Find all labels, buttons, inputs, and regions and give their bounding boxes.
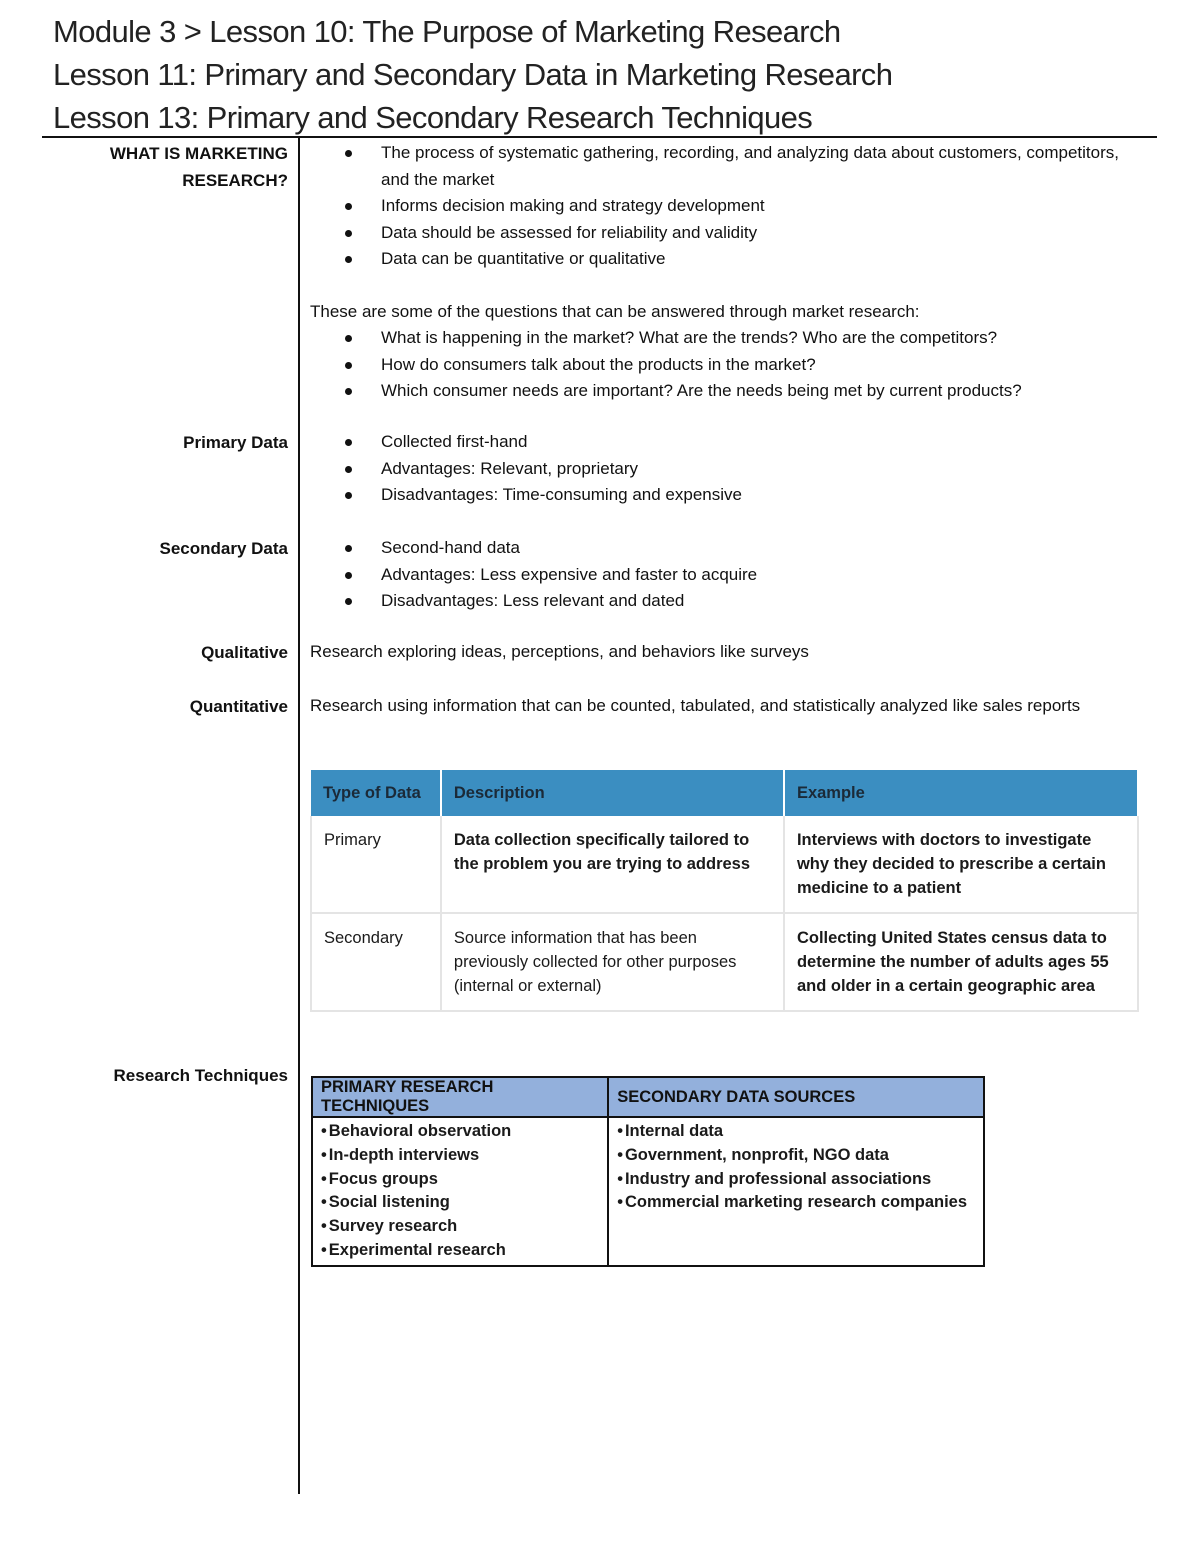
list-item: Informs decision making and strategy development	[310, 193, 1150, 220]
quantitative-text: Research using information that can be counted, tabulated, and statistically analyzed like sales reports	[310, 696, 1081, 715]
table-row	[311, 816, 1138, 913]
list-item: • In-depth interviews	[321, 1144, 599, 1168]
section-what-is-content	[310, 140, 1150, 405]
list-item: • Experimental research	[321, 1239, 599, 1263]
list-item: • Focus groups	[321, 1168, 599, 1192]
list-item: Data can be quantitative or qualitative	[310, 246, 1150, 273]
secondary-bullet-list	[310, 535, 1150, 615]
list-item: • Industry and professional associations	[617, 1168, 975, 1192]
label-line: RESEARCH?	[182, 171, 288, 190]
section-primary-content	[310, 429, 1150, 509]
table-cell: Primary	[311, 816, 441, 913]
table-cell: Data collection specifically tailored to the problem you are trying to address	[441, 816, 784, 913]
table-cell: Interviews with doctors to investigate why they decided to prescribe a certain medicine to a patient	[784, 816, 1138, 913]
list-item: The process of systematic gathering, recording, and analyzing data about customers, competitors, and the market	[310, 140, 1150, 193]
title-line-lesson-11: Lesson 11: Primary and Secondary Data in Marketing Research	[53, 57, 893, 92]
list-item: Disadvantages: Time-consuming and expensive	[310, 482, 1150, 509]
list-item: Data should be assessed for reliability and validity	[310, 220, 1150, 247]
list-item: • Social listening	[321, 1191, 599, 1215]
questions-bullet-list	[310, 325, 1150, 405]
secondary-sources-cell	[608, 1117, 984, 1266]
list-item: How do consumers talk about the products in the market?	[310, 352, 1150, 379]
column-header: Example	[784, 770, 1138, 816]
list-item: Collected first-hand	[310, 429, 1150, 456]
list-item: Second-hand data	[310, 535, 1150, 562]
table-row	[311, 913, 1138, 1011]
column-header-primary-techniques: PRIMARY RESEARCH TECHNIQUES	[312, 1077, 608, 1117]
data-types-table	[310, 770, 1139, 1012]
primary-techniques-cell	[312, 1117, 608, 1266]
table-row	[312, 1117, 984, 1266]
list-item: Which consumer needs are important? Are the needs being met by current products?	[310, 378, 1150, 405]
table-header-row	[311, 770, 1138, 816]
list-item: Disadvantages: Less relevant and dated	[310, 588, 1150, 615]
title-line-lesson-13: Lesson 13: Primary and Secondary Research Techniques	[53, 100, 813, 135]
list-item: • Survey research	[321, 1215, 599, 1239]
table-cell: Collecting United States census data to determine the number of adults ages 55 and older in a certain geographic area	[784, 913, 1138, 1011]
list-item: • Commercial marketing research companies	[617, 1191, 975, 1215]
column-header-secondary-sources: SECONDARY DATA SOURCES	[608, 1077, 984, 1117]
label-secondary-data: Secondary Data	[159, 539, 288, 558]
list-item: • Internal data	[617, 1120, 975, 1144]
section-secondary-content	[310, 535, 1150, 615]
list-item: Advantages: Less expensive and faster to acquire	[310, 562, 1150, 589]
column-divider	[298, 138, 300, 1494]
label-qualitative: Qualitative	[201, 643, 288, 662]
table-cell: Secondary	[311, 913, 441, 1011]
questions-intro: These are some of the questions that can be answered through market research:	[310, 301, 920, 321]
label-what-is-marketing-research	[58, 140, 288, 194]
what-is-bullet-list	[310, 140, 1150, 273]
title-line-module: Module 3 > Lesson 10: The Purpose of Marketing Research	[53, 14, 841, 49]
header-divider	[42, 136, 1157, 138]
label-research-techniques: Research Techniques	[113, 1066, 288, 1085]
label-line: WHAT IS MARKETING	[109, 144, 288, 163]
column-header: Type of Data	[311, 770, 441, 816]
page-title-block	[53, 10, 1153, 139]
list-item: What is happening in the market? What are the trends? Who are the competitors?	[310, 325, 1150, 352]
label-quantitative: Quantitative	[189, 697, 288, 716]
table-cell: Source information that has been previously collected for other purposes (internal or external)	[441, 913, 784, 1011]
list-item: • Government, nonprofit, NGO data	[617, 1144, 975, 1168]
primary-bullet-list	[310, 429, 1150, 509]
table-header-row	[312, 1077, 984, 1117]
research-techniques-table	[311, 1076, 985, 1267]
column-header: Description	[441, 770, 784, 816]
list-item: • Behavioral observation	[321, 1120, 599, 1144]
list-item: Advantages: Relevant, proprietary	[310, 456, 1150, 483]
label-primary-data: Primary Data	[183, 433, 288, 452]
qualitative-text: Research exploring ideas, perceptions, and behaviors like surveys	[310, 642, 809, 661]
